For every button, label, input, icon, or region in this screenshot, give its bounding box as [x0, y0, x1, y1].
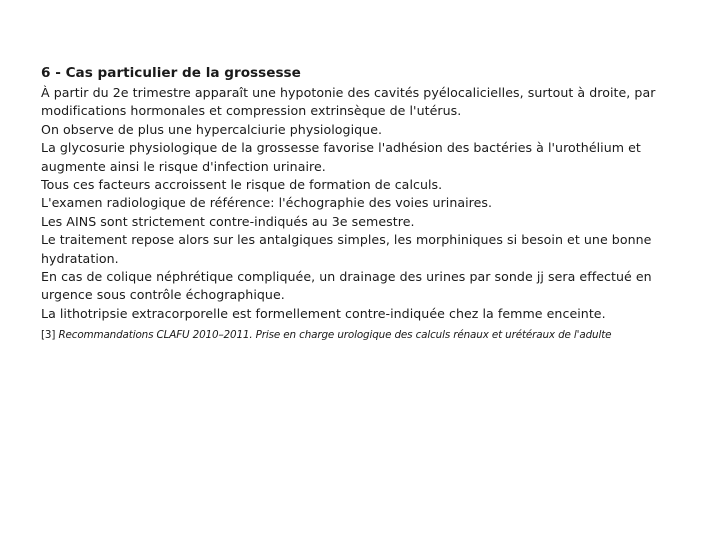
- paragraph: Tous ces facteurs accroissent le risque de formation de calculs.: [41, 177, 443, 193]
- paragraph: En cas de colique néphrétique compliquée, un drainage des urines par sonde jj sera effectué en urgence sous contrôle échographique.: [41, 269, 652, 303]
- paragraph: Les AINS sont strictement contre-indiqués au 3e semestre.: [41, 213, 415, 229]
- body-text: [41, 84, 691, 323]
- paragraph: On observe de plus une hypercalciurie physiologique.: [41, 121, 383, 137]
- paragraph: L'examen radiologique de référence: l'échographie des voies urinaires.: [41, 195, 493, 211]
- paragraph: À partir du 2e trimestre apparaît une hypotonie des cavités pyélocalicielles, surtout à droite, par modifications hormonales et compression extrinsèque de l'utérus.: [41, 85, 656, 119]
- paragraph: La lithotripsie extracorporelle est formellement contre-indiquée chez la femme enceinte.: [41, 305, 606, 321]
- paragraph: La glycosurie physiologique de la grossesse favorise l'adhésion des bactéries à l'urothélium et augmente ainsi le risque d'infection urinaire.: [41, 140, 641, 174]
- reference-text: Recommandations CLAFU 2010–2011. Prise en charge urologique des calculs rénaux et urétéraux de l'adulte: [58, 329, 612, 342]
- section-title: 6 - Cas particulier de la grossesse: [41, 65, 301, 81]
- paragraph: Le traitement repose alors sur les antalgiques simples, les morphiniques si besoin et une bonne hydratation.: [41, 232, 652, 266]
- slide-content: [41, 62, 691, 343]
- reference-citation: [41, 327, 691, 343]
- reference-number: [3]: [41, 329, 56, 342]
